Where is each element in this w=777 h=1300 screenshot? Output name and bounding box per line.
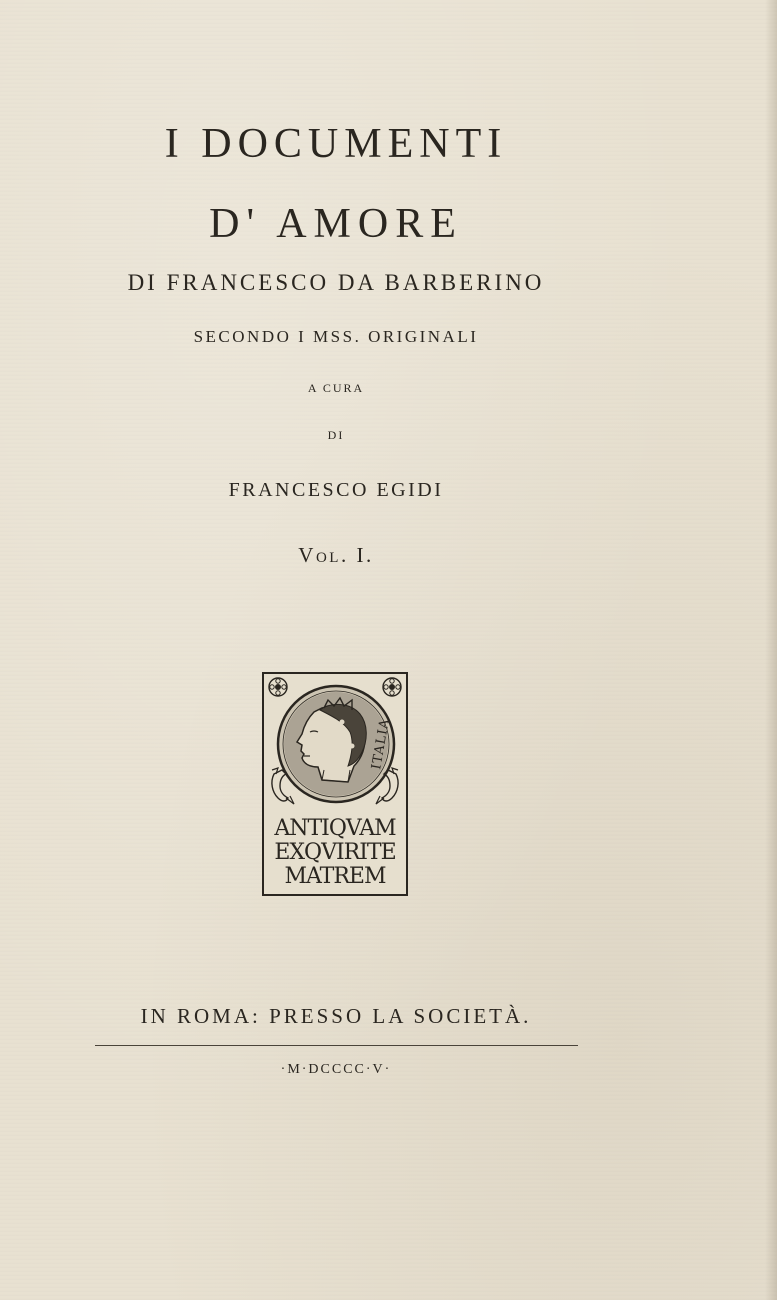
subtitle-line: SECONDO I MSS. ORIGINALI [193, 327, 479, 346]
motto-line-1: ANTIQVAM [274, 816, 396, 841]
medallion-legend: ITALIA [369, 717, 393, 771]
author-line: DI FRANCESCO DA BARBERINO [127, 270, 545, 295]
imprint-rule [95, 1045, 578, 1046]
rosette-icon-right [383, 678, 401, 696]
motto-line-2: EXQVIRITE [274, 840, 396, 865]
book-title-line-2: D' AMORE [209, 201, 463, 247]
motto-line-3: MATREM [284, 864, 386, 889]
printer-device [262, 672, 408, 896]
imprint-year: ·M·DCCCC·V· [280, 1062, 392, 1077]
curator-di: DI [327, 428, 345, 442]
volume-label: Vol. I. [298, 543, 374, 567]
imprint-place-publisher: IN ROMA: PRESSO LA SOCIETÀ. [140, 1004, 532, 1028]
rosette-icon-left [269, 678, 287, 696]
book-title-line-1: I DOCUMENTI [164, 121, 508, 167]
editor-name: FRANCESCO EGIDI [228, 479, 444, 501]
curator-prefix: A CURA [307, 381, 365, 395]
